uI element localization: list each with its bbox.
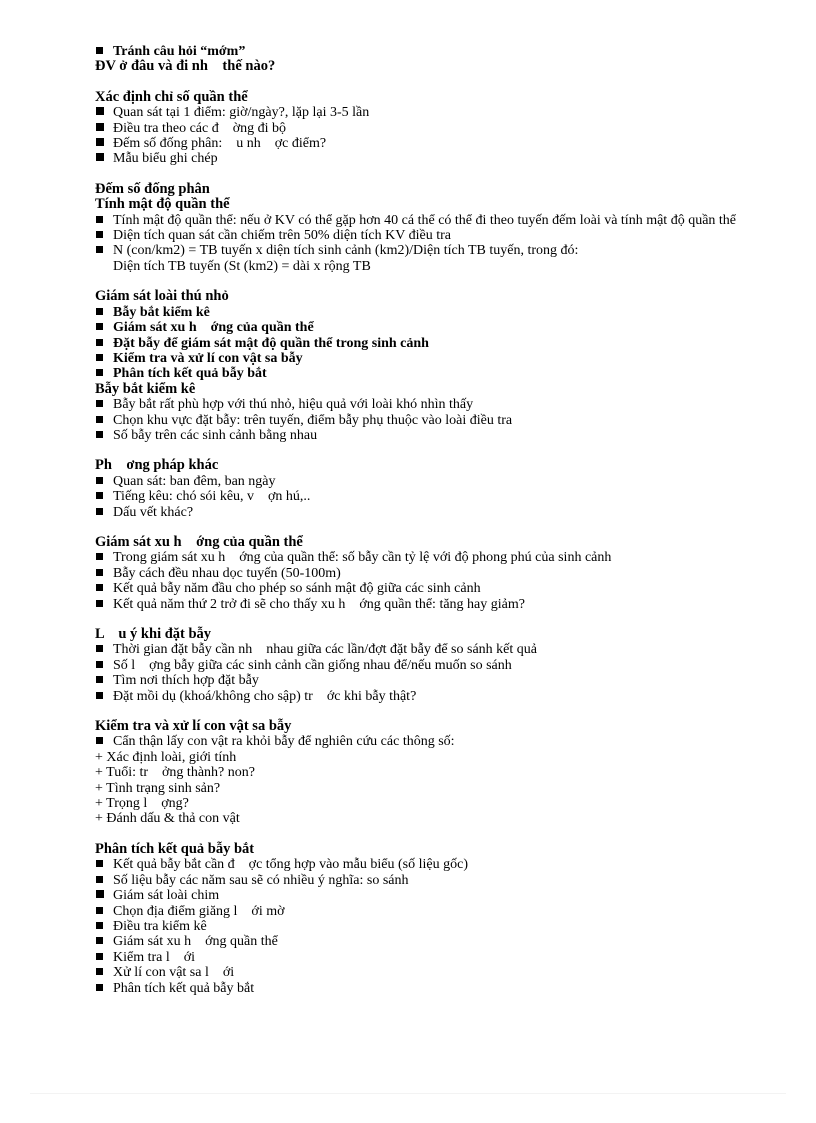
bullet-item xyxy=(95,873,795,888)
square-bullet-icon xyxy=(96,508,103,515)
bullet-item xyxy=(95,658,795,673)
bullet-item xyxy=(95,136,795,151)
bullet-text: Đếm số đống phân: u nh ợc điểm? xyxy=(113,136,327,152)
document-page xyxy=(95,44,795,996)
section-gap xyxy=(95,75,795,90)
square-bullet-icon xyxy=(96,737,103,744)
section-heading: Đếm số đống phân xyxy=(95,180,210,197)
square-bullet-icon xyxy=(96,553,103,560)
plain-line: + Tình trạng sinh sản? xyxy=(95,780,221,796)
plain-line: + Trọng l ợng? xyxy=(95,796,189,812)
bullet-text: Điều tra kiểm kê xyxy=(113,918,207,934)
bullet-item xyxy=(95,505,795,520)
bullet-text: Thời gian đặt bẫy cần nh nhau giữa các lần/đợt đặt bẫy để so sánh kết quả xyxy=(113,642,537,658)
indented-line: Diện tích TB tuyến (St (km2) = dài x rộng TB xyxy=(113,258,371,274)
section-heading: Kiểm tra và xử lí con vật sa bẫy xyxy=(95,718,292,735)
section-heading: Phân tích kết quả bẫy bắt xyxy=(95,840,255,857)
bullet-text: Đặt mồi dụ (khoá/không cho sập) tr ớc khi bẫy thật? xyxy=(113,688,417,704)
bullet-text: Mẫu biểu ghi chép xyxy=(113,151,218,167)
bullet-text: Phân tích kết quả bẫy bắt xyxy=(113,366,267,382)
bullet-item xyxy=(95,673,795,688)
bullet-text: Tìm nơi thích hợp đặt bẫy xyxy=(113,673,259,689)
bullet-item xyxy=(95,489,795,504)
square-bullet-icon xyxy=(96,416,103,423)
bullet-item xyxy=(95,566,795,581)
square-bullet-icon xyxy=(96,692,103,699)
section-heading: Giám sát xu h ớng của quần thể xyxy=(95,533,303,550)
square-bullet-icon xyxy=(96,153,104,161)
bullet-item xyxy=(95,366,795,381)
square-bullet-icon xyxy=(96,569,103,576)
bullet-item xyxy=(95,213,803,228)
square-bullet-icon xyxy=(96,123,104,131)
square-bullet-icon xyxy=(96,645,103,652)
bullet-text: Kết quả năm thứ 2 trở đi sẽ cho thấy xu h ớng quần thể: tăng hay giảm? xyxy=(113,596,525,612)
square-bullet-icon xyxy=(96,369,103,376)
bullet-text: Diện tích quan sát cần chiếm trên 50% diện tích KV điều tra xyxy=(113,228,451,244)
square-bullet-icon xyxy=(96,968,103,975)
square-bullet-icon xyxy=(96,231,103,238)
bullet-text: Phân tích kết quả bẫy bắt xyxy=(113,980,255,996)
square-bullet-icon xyxy=(96,937,103,944)
bullet-text: Quan sát tại 1 điểm: giờ/ngày?, lặp lại 3-5 lần xyxy=(113,105,370,121)
bullet-text: Số l ợng bẫy giữa các sinh cảnh cần giống nhau để/nếu muốn so sánh xyxy=(113,657,512,673)
bullet-text: Kết quả bẫy năm đầu cho phép so sánh mật độ giữa các sinh cảnh xyxy=(113,581,481,597)
bullet-item xyxy=(95,550,795,565)
plain-line: + Đánh dấu & thả con vật xyxy=(95,811,240,827)
square-bullet-icon xyxy=(96,354,103,361)
bullet-text: N (con/km2) = TB tuyến x diện tích sinh cảnh (km2)/Diện tích TB tuyến, trong đó: xyxy=(113,243,579,259)
bullet-item xyxy=(95,950,795,965)
bullet-item xyxy=(95,981,795,996)
section-gap xyxy=(95,704,795,719)
square-bullet-icon xyxy=(96,953,103,960)
bullet-text: Xử lí con vật sa l ới xyxy=(113,965,235,981)
square-bullet-icon xyxy=(96,216,103,223)
bullet-text: Kiểm tra l ới xyxy=(113,949,196,965)
bullet-text: Kiểm tra và xử lí con vật sa bẫy xyxy=(113,350,303,366)
bullet-item xyxy=(95,305,795,320)
section-gap xyxy=(95,827,795,842)
bullet-item xyxy=(95,243,795,258)
bullet-text: Giám sát loài chim xyxy=(113,888,220,904)
bullet-item xyxy=(95,151,795,166)
bullet-item xyxy=(95,397,795,412)
bullet-item xyxy=(95,474,795,489)
square-bullet-icon xyxy=(96,323,103,330)
bullet-item xyxy=(95,413,795,428)
bullet-item xyxy=(95,642,795,657)
square-bullet-icon xyxy=(96,138,104,146)
square-bullet-icon xyxy=(96,308,103,315)
square-bullet-icon xyxy=(96,339,103,346)
square-bullet-icon xyxy=(96,676,103,683)
bullet-text: Dấu vết khác? xyxy=(113,504,194,520)
bullet-item xyxy=(95,904,795,919)
bullet-text: Số bẫy trên các sinh cảnh bằng nhau xyxy=(113,427,318,443)
square-bullet-icon xyxy=(96,600,103,607)
section-gap xyxy=(95,274,795,289)
square-bullet-icon xyxy=(96,890,104,898)
section-heading: L u ý khi đặt bẫy xyxy=(95,626,212,642)
bullet-text: Giám sát xu h ớng của quần thể xyxy=(113,320,314,336)
square-bullet-icon xyxy=(96,492,103,499)
square-bullet-icon xyxy=(96,984,103,991)
section-heading: ĐV ở đâu và đi nh thế nào? xyxy=(95,58,276,75)
plain-line: + Tuổi: tr ởng thành? non? xyxy=(95,765,255,781)
square-bullet-icon xyxy=(96,400,103,407)
bullet-text: Tính mật độ quần thể: nếu ở KV có thể gặp hơn 40 cá thể có thể đi theo tuyến đếm loài và tính mật độ quần thể xyxy=(113,212,737,228)
square-bullet-icon xyxy=(96,246,103,253)
square-bullet-icon xyxy=(96,477,103,484)
section-gap xyxy=(95,443,795,458)
bullet-text: Bẫy bắt rất phù hợp với thú nhỏ, hiệu quả với loài khó nhìn thấy xyxy=(113,397,474,413)
square-bullet-icon xyxy=(96,860,103,867)
bullet-item xyxy=(95,597,795,612)
section-gap xyxy=(95,612,795,627)
section-heading: Xác định chỉ số quần thể xyxy=(95,88,248,105)
bullet-text: Số liệu bẫy các năm sau sẽ có nhiều ý nghĩa: so sánh xyxy=(113,872,409,888)
section-gap xyxy=(95,520,795,535)
bullet-item xyxy=(95,105,795,120)
bullet-item xyxy=(95,581,795,596)
square-bullet-icon xyxy=(96,922,103,929)
bullet-text: Chọn khu vực đặt bẫy: trên tuyến, điểm bẫy phụ thuộc vào loài điều tra xyxy=(113,412,513,428)
bullet-text: Trong giám sát xu h ớng của quần thể: số bẫy cần tỷ lệ với độ phong phú của sinh cảnh xyxy=(113,550,612,566)
plain-line: + Xác định loài, giới tính xyxy=(95,749,237,765)
bullet-text: Bẫy bắt kiểm kê xyxy=(113,304,210,320)
bullet-item xyxy=(95,428,795,443)
bullet-text: Quan sát: ban đêm, ban ngày xyxy=(113,473,276,489)
square-bullet-icon xyxy=(96,907,103,914)
bullet-item xyxy=(95,351,795,366)
bullet-item xyxy=(95,934,795,949)
bullet-item xyxy=(95,857,795,872)
bullet-item xyxy=(95,320,795,335)
page-divider xyxy=(30,1093,786,1094)
square-bullet-icon xyxy=(96,876,103,883)
section-heading: Giám sát loài thú nhỏ xyxy=(95,288,229,305)
square-bullet-icon xyxy=(96,107,104,115)
bullet-text: Điều tra theo các đ ờng đi bộ xyxy=(113,120,287,136)
section-heading: Tính mật độ quần thể xyxy=(95,196,230,213)
section-gap xyxy=(95,167,795,182)
bullet-item xyxy=(95,336,795,351)
bullet-item xyxy=(95,888,795,903)
section-heading: Bẫy bắt kiểm kê xyxy=(95,380,196,397)
square-bullet-icon xyxy=(96,47,103,54)
bullet-text: Đặt bẫy để giám sát mật độ quần thể trong sinh cảnh xyxy=(113,335,429,351)
bullet-text: Tiếng kêu: chó sói kêu, v ợn hú,.. xyxy=(113,489,311,505)
bullet-item xyxy=(95,919,795,934)
bullet-text: Giám sát xu h ớng quần thể xyxy=(113,934,278,950)
bullet-item xyxy=(95,121,795,136)
bullet-item xyxy=(95,689,795,704)
square-bullet-icon xyxy=(96,584,103,591)
bullet-text: Chọn địa điểm giăng l ới mờ xyxy=(113,903,285,919)
bullet-text: Tránh câu hỏi “mớm” xyxy=(113,44,246,59)
bullet-item xyxy=(95,734,795,749)
bullet-item xyxy=(95,44,795,59)
bullet-text: Kết quả bẫy bắt cần đ ợc tổng hợp vào mẫu biểu (số liệu gốc) xyxy=(113,857,468,873)
section-heading: Ph ơng pháp khác xyxy=(95,457,219,474)
square-bullet-icon xyxy=(96,661,103,668)
square-bullet-icon xyxy=(96,431,103,438)
bullet-text: Bẫy cách đều nhau dọc tuyến (50-100m) xyxy=(113,565,341,581)
bullet-text: Cẩn thận lấy con vật ra khỏi bẫy để nghiên cứu các thông số: xyxy=(113,734,455,750)
bullet-item xyxy=(95,965,795,980)
bullet-item xyxy=(95,228,795,243)
